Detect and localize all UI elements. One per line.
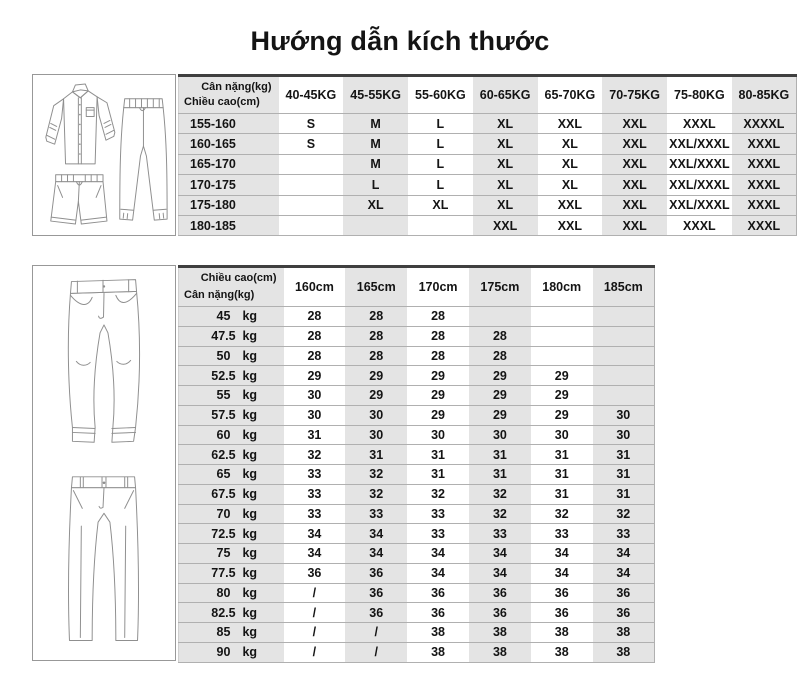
- size-value-cell: XL: [473, 175, 538, 195]
- size-value-cell: XXXL: [732, 195, 797, 215]
- size-value-cell: /: [284, 583, 346, 603]
- size-value-cell: 34: [345, 544, 407, 564]
- size-value-cell: XXL: [602, 195, 667, 215]
- weight-label: [179, 366, 284, 386]
- weight-value: 82.5: [211, 605, 236, 620]
- weight-value: 52.5: [211, 368, 236, 383]
- weight-label: [179, 642, 284, 662]
- size-value-cell: 32: [469, 504, 531, 524]
- size-value-cell: 36: [407, 603, 469, 623]
- weight-value: 72.5: [211, 526, 236, 541]
- size-value-cell: 29: [345, 386, 407, 406]
- size-value-cell: 30: [345, 425, 407, 445]
- size-value-cell: XL: [473, 114, 538, 134]
- height-range-label: 165-170: [179, 154, 279, 174]
- weight-value: 57.5: [211, 408, 236, 423]
- size-value-cell: 31: [531, 465, 593, 485]
- page-title: Hướng dẫn kích thước: [250, 26, 550, 56]
- size-value-cell: 34: [469, 563, 531, 583]
- size-value-cell: XL: [538, 175, 603, 195]
- size-value-cell: 28: [345, 326, 407, 346]
- table-row: [179, 175, 797, 195]
- size-value-cell: 31: [531, 484, 593, 504]
- size-value-cell: 28: [469, 346, 531, 366]
- size-value-cell: 34: [407, 544, 469, 564]
- size-value-cell: 34: [531, 544, 593, 564]
- table-row: [179, 524, 655, 544]
- size-value-cell: 32: [284, 445, 346, 465]
- size-value-cell: XXL/XXXL: [667, 175, 732, 195]
- size-value-cell: 33: [284, 484, 346, 504]
- table-row: [179, 623, 655, 643]
- column-header: 40-45KG: [279, 76, 344, 114]
- height-range-label: 160-165: [179, 134, 279, 154]
- height-range-label: 155-160: [179, 114, 279, 134]
- weight-value: 75: [216, 546, 231, 561]
- size-value-cell: S: [279, 114, 344, 134]
- size-value-cell: /: [345, 642, 407, 662]
- size-value-cell: [593, 346, 655, 366]
- table-row: [179, 114, 797, 134]
- size-value-cell: 34: [593, 544, 655, 564]
- size-value-cell: 31: [593, 484, 655, 504]
- table-row: [179, 326, 655, 346]
- size-value-cell: /: [345, 623, 407, 643]
- table-row: [179, 603, 655, 623]
- size-value-cell: 34: [284, 544, 346, 564]
- weight-label: [179, 544, 284, 564]
- shirt-shorts-joggers-icon: [33, 75, 175, 235]
- weight-unit: kg: [242, 408, 258, 423]
- weight-label: [179, 386, 284, 406]
- weight-unit: kg: [242, 566, 258, 581]
- size-value-cell: [593, 326, 655, 346]
- size-value-cell: XXXL: [732, 175, 797, 195]
- size-value-cell: 38: [531, 623, 593, 643]
- table-row: [179, 346, 655, 366]
- size-value-cell: 28: [469, 326, 531, 346]
- table-row: [179, 583, 655, 603]
- size-value-cell: 36: [284, 563, 346, 583]
- weight-value: 45: [216, 309, 231, 324]
- corner-header-cell: [179, 76, 279, 114]
- size-value-cell: XXL/XXXL: [667, 134, 732, 154]
- table-row: [179, 642, 655, 662]
- size-value-cell: S: [279, 134, 344, 154]
- table-row: [179, 307, 655, 327]
- size-value-cell: L: [408, 154, 473, 174]
- size-value-cell: 36: [345, 563, 407, 583]
- size-value-cell: M: [343, 154, 408, 174]
- size-value-cell: XXL/XXXL: [667, 154, 732, 174]
- size-value-cell: 33: [593, 524, 655, 544]
- size-value-cell: 30: [284, 386, 346, 406]
- weight-value: 50: [216, 348, 231, 363]
- size-value-cell: [408, 215, 473, 235]
- weight-value: 77.5: [211, 566, 236, 581]
- size-value-cell: 29: [531, 366, 593, 386]
- corner-header-cell: [179, 267, 284, 307]
- size-value-cell: L: [408, 134, 473, 154]
- weight-value: 70: [216, 506, 231, 521]
- column-header: 165cm: [345, 267, 407, 307]
- column-header: 60-65KG: [473, 76, 538, 114]
- weight-label: [179, 504, 284, 524]
- size-value-cell: 31: [531, 445, 593, 465]
- size-value-cell: 31: [345, 445, 407, 465]
- column-header: 55-60KG: [408, 76, 473, 114]
- size-value-cell: 36: [531, 603, 593, 623]
- table-row: [179, 445, 655, 465]
- weight-unit: kg: [242, 645, 258, 660]
- size-value-cell: 28: [345, 307, 407, 327]
- column-header: 45-55KG: [343, 76, 408, 114]
- size-value-cell: 38: [407, 623, 469, 643]
- size-value-cell: 36: [407, 583, 469, 603]
- weight-label: [179, 583, 284, 603]
- weight-unit: kg: [242, 447, 258, 462]
- weight-unit: kg: [242, 625, 258, 640]
- size-value-cell: 31: [469, 445, 531, 465]
- table-row: [179, 154, 797, 174]
- table-row: [179, 366, 655, 386]
- size-value-cell: 34: [345, 524, 407, 544]
- size-value-cell: 38: [469, 623, 531, 643]
- column-header: 75-80KG: [667, 76, 732, 114]
- size-value-cell: 38: [531, 642, 593, 662]
- pants-illustration-box: [32, 265, 176, 661]
- size-value-cell: [279, 154, 344, 174]
- size-value-cell: [531, 326, 593, 346]
- size-value-cell: [593, 386, 655, 406]
- weight-label: [179, 603, 284, 623]
- pants-size-table: [178, 265, 655, 663]
- corner-bottom-label: Chiều cao(cm): [184, 96, 260, 108]
- size-value-cell: 30: [469, 425, 531, 445]
- size-value-cell: XL: [538, 154, 603, 174]
- size-value-cell: 29: [407, 366, 469, 386]
- weight-label: [179, 524, 284, 544]
- table-row: [179, 386, 655, 406]
- weight-unit: kg: [242, 546, 258, 561]
- table-row: [179, 215, 797, 235]
- size-value-cell: 28: [284, 307, 346, 327]
- size-value-cell: [593, 366, 655, 386]
- corner-top-label: Cân nặng(kg): [201, 81, 272, 93]
- weight-value: 90: [216, 645, 231, 660]
- size-value-cell: 29: [407, 386, 469, 406]
- size-value-cell: XL: [408, 195, 473, 215]
- size-value-cell: 36: [345, 603, 407, 623]
- size-value-cell: [469, 307, 531, 327]
- weight-label: [179, 346, 284, 366]
- height-range-label: 180-185: [179, 215, 279, 235]
- size-value-cell: 34: [469, 544, 531, 564]
- table-row: [179, 563, 655, 583]
- table-row: [179, 195, 797, 215]
- size-value-cell: XL: [538, 134, 603, 154]
- size-value-cell: L: [408, 175, 473, 195]
- size-value-cell: 36: [345, 583, 407, 603]
- height-range-label: 170-175: [179, 175, 279, 195]
- size-value-cell: 29: [469, 386, 531, 406]
- size-value-cell: 30: [593, 405, 655, 425]
- height-range-label: 175-180: [179, 195, 279, 215]
- weight-value: 60: [216, 427, 231, 442]
- weight-unit: kg: [242, 467, 258, 482]
- size-value-cell: /: [284, 623, 346, 643]
- size-value-cell: 33: [407, 504, 469, 524]
- weight-unit: kg: [242, 388, 258, 403]
- size-value-cell: 30: [593, 425, 655, 445]
- size-value-cell: 34: [593, 563, 655, 583]
- size-value-cell: M: [343, 134, 408, 154]
- size-value-cell: XXXL: [732, 134, 797, 154]
- size-value-cell: [279, 195, 344, 215]
- column-header: 170cm: [407, 267, 469, 307]
- size-value-cell: XXL: [538, 114, 603, 134]
- size-value-cell: 33: [469, 524, 531, 544]
- size-value-cell: XL: [343, 195, 408, 215]
- size-value-cell: [279, 175, 344, 195]
- size-value-cell: XXL: [538, 215, 603, 235]
- size-value-cell: 31: [593, 445, 655, 465]
- size-value-cell: 38: [469, 642, 531, 662]
- size-value-cell: [593, 307, 655, 327]
- weight-unit: kg: [242, 506, 258, 521]
- size-value-cell: [343, 215, 408, 235]
- weight-unit: kg: [242, 605, 258, 620]
- size-value-cell: 32: [345, 484, 407, 504]
- column-header: 180cm: [531, 267, 593, 307]
- size-value-cell: 28: [284, 346, 346, 366]
- size-value-cell: 34: [407, 563, 469, 583]
- weight-unit: kg: [242, 526, 258, 541]
- size-value-cell: 29: [531, 386, 593, 406]
- size-value-cell: XXL: [602, 175, 667, 195]
- weight-unit: kg: [242, 487, 258, 502]
- weight-label: [179, 484, 284, 504]
- size-value-cell: [531, 346, 593, 366]
- table-row: [179, 465, 655, 485]
- weight-label: [179, 307, 284, 327]
- size-value-cell: XXL/XXXL: [667, 195, 732, 215]
- table-row: [179, 425, 655, 445]
- table-row: [179, 405, 655, 425]
- corner-top-label: Chiều cao(cm): [200, 272, 277, 284]
- weight-unit: kg: [242, 329, 258, 344]
- size-value-cell: [279, 215, 344, 235]
- corner-bottom-label: Cân nặng(kg): [184, 289, 255, 301]
- size-value-cell: 28: [407, 326, 469, 346]
- column-header: 65-70KG: [538, 76, 603, 114]
- size-value-cell: XXL: [473, 215, 538, 235]
- weight-label: [179, 623, 284, 643]
- weight-value: 65: [216, 467, 231, 482]
- size-value-cell: XXL: [602, 154, 667, 174]
- size-value-cell: 36: [593, 603, 655, 623]
- size-value-cell: 36: [469, 603, 531, 623]
- size-value-cell: 31: [407, 465, 469, 485]
- size-value-cell: 32: [593, 504, 655, 524]
- size-value-cell: XXXL: [732, 154, 797, 174]
- size-value-cell: 28: [407, 346, 469, 366]
- weight-label: [179, 405, 284, 425]
- weight-label: [179, 326, 284, 346]
- size-value-cell: 30: [407, 425, 469, 445]
- size-value-cell: 29: [469, 405, 531, 425]
- size-value-cell: 30: [531, 425, 593, 445]
- size-value-cell: /: [284, 642, 346, 662]
- size-value-cell: 32: [469, 484, 531, 504]
- size-value-cell: 30: [284, 405, 346, 425]
- size-value-cell: 36: [531, 583, 593, 603]
- size-value-cell: 30: [345, 405, 407, 425]
- size-value-cell: 33: [407, 524, 469, 544]
- size-value-cell: 33: [531, 524, 593, 544]
- size-value-cell: M: [343, 114, 408, 134]
- size-value-cell: 29: [469, 366, 531, 386]
- shirt-illustration-box: [32, 74, 176, 236]
- table-row: [179, 504, 655, 524]
- column-header: 185cm: [593, 267, 655, 307]
- size-value-cell: 28: [284, 326, 346, 346]
- weight-unit: kg: [242, 585, 258, 600]
- weight-value: 55: [216, 388, 231, 403]
- size-value-cell: XXXL: [667, 215, 732, 235]
- size-value-cell: 38: [593, 642, 655, 662]
- size-value-cell: 38: [593, 623, 655, 643]
- size-value-cell: 31: [593, 465, 655, 485]
- weight-unit: kg: [242, 309, 258, 324]
- size-value-cell: 29: [345, 366, 407, 386]
- table-row: [179, 134, 797, 154]
- size-value-cell: XXL: [602, 215, 667, 235]
- size-value-cell: 31: [469, 465, 531, 485]
- size-value-cell: 31: [284, 425, 346, 445]
- weight-value: 62.5: [211, 447, 236, 462]
- column-header: 175cm: [469, 267, 531, 307]
- weight-label: [179, 445, 284, 465]
- size-value-cell: L: [408, 114, 473, 134]
- size-value-cell: XXL: [602, 114, 667, 134]
- size-value-cell: 33: [284, 504, 346, 524]
- size-value-cell: 38: [407, 642, 469, 662]
- weight-value: 67.5: [211, 487, 236, 502]
- size-value-cell: 29: [407, 405, 469, 425]
- size-value-cell: 29: [284, 366, 346, 386]
- weight-value: 80: [216, 585, 231, 600]
- weight-label: [179, 465, 284, 485]
- weight-label: [179, 563, 284, 583]
- size-value-cell: XL: [473, 195, 538, 215]
- size-value-cell: 34: [284, 524, 346, 544]
- size-value-cell: 32: [345, 465, 407, 485]
- column-header: 70-75KG: [602, 76, 667, 114]
- weight-unit: kg: [242, 368, 258, 383]
- size-value-cell: /: [284, 603, 346, 623]
- size-value-cell: L: [343, 175, 408, 195]
- size-value-cell: XXL: [602, 134, 667, 154]
- weight-label: [179, 425, 284, 445]
- weight-unit: kg: [242, 348, 258, 363]
- table-row: [179, 484, 655, 504]
- size-value-cell: 31: [407, 445, 469, 465]
- size-value-cell: XL: [473, 134, 538, 154]
- size-value-cell: 29: [531, 405, 593, 425]
- weight-value: 47.5: [211, 329, 236, 344]
- size-value-cell: 32: [531, 504, 593, 524]
- size-value-cell: XXXL: [667, 114, 732, 134]
- column-header: 80-85KG: [732, 76, 797, 114]
- jeans-trousers-icon: [33, 266, 175, 660]
- weight-unit: kg: [242, 427, 258, 442]
- size-value-cell: 28: [345, 346, 407, 366]
- size-value-cell: 36: [469, 583, 531, 603]
- table-row: [179, 544, 655, 564]
- size-value-cell: 36: [593, 583, 655, 603]
- size-value-cell: 28: [407, 307, 469, 327]
- size-value-cell: 32: [407, 484, 469, 504]
- shirt-size-table: [178, 74, 797, 236]
- column-header: 160cm: [284, 267, 346, 307]
- size-value-cell: XXXL: [732, 215, 797, 235]
- size-value-cell: XL: [473, 154, 538, 174]
- size-value-cell: XXXXL: [732, 114, 797, 134]
- weight-value: 85: [216, 625, 231, 640]
- size-value-cell: XXL: [538, 195, 603, 215]
- size-value-cell: [531, 307, 593, 327]
- size-value-cell: 34: [531, 563, 593, 583]
- size-value-cell: 33: [284, 465, 346, 485]
- size-value-cell: 33: [345, 504, 407, 524]
